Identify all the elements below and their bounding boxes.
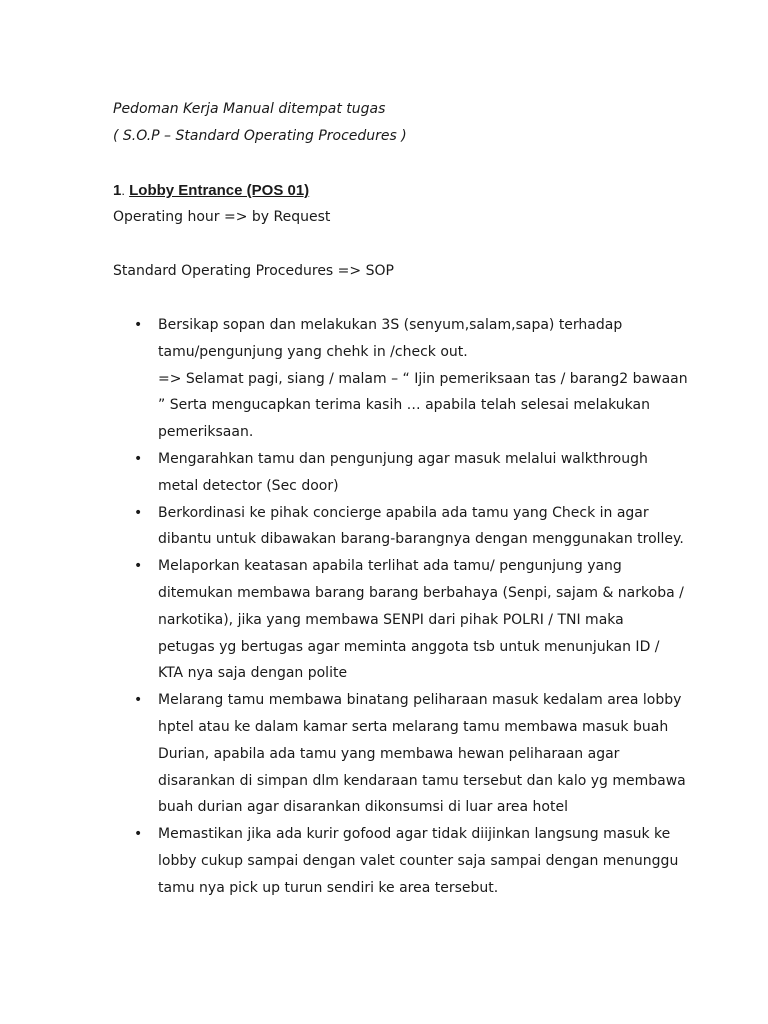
- section-heading: [113, 177, 673, 204]
- list-item-line: ” Serta mengucapkan terima kasih … apabila telah selesai melakukan: [158, 397, 650, 414]
- spacer: [113, 231, 673, 258]
- bullet-icon: •: [134, 826, 143, 843]
- list-item: [113, 553, 684, 687]
- list-item-line: Memastikan jika ada kurir gofood agar tidak diijinkan langsung masuk ke: [158, 826, 671, 843]
- list-item: [113, 821, 679, 901]
- section-title: Lobby Entrance (POS 01): [129, 182, 310, 199]
- list-item-line: lobby cukup sampai dengan valet counter saja sampai dengan menunggu: [158, 852, 679, 869]
- list-item-line: tamu nya pick up turun sendiri ke area tersebut.: [158, 879, 499, 896]
- list-item: [113, 312, 688, 446]
- list-item-line: pemeriksaan.: [158, 424, 254, 441]
- list-item: [113, 500, 684, 554]
- list-item-line: disarankan di simpan dlm kendaraan tamu tersebut dan kalo yg membawa: [158, 772, 686, 789]
- list-item: [113, 687, 686, 821]
- bullet-icon: •: [134, 317, 143, 333]
- section-number: 1: [113, 182, 122, 199]
- bullet-icon: •: [134, 504, 143, 521]
- list-item-line: narkotika), jika yang membawa SENPI dari pihak POLRI / TNI maka: [158, 611, 624, 628]
- bullet-icon: •: [134, 692, 143, 709]
- sop-bullet-list: [113, 312, 688, 902]
- list-item-line: Melarang tamu membawa binatang peliharaan masuk kedalam area lobby: [158, 692, 682, 709]
- list-item-line: => Selamat pagi, siang / malam – “ Ijin pemeriksaan tas / barang2 bawaan: [158, 370, 688, 387]
- operating-hour: Operating hour => by Request: [113, 209, 331, 225]
- list-item-line: buah durian agar disarankan dikonsumsi di luar area hotel: [158, 799, 568, 816]
- list-item-line: Melaporkan keatasan apabila terlihat ada tamu/ pengunjung yang: [158, 558, 622, 575]
- list-item-line: petugas yg bertugas agar meminta anggota tsb untuk menunjukan ID /: [158, 638, 660, 655]
- list-item-line: hptel atau ke dalam kamar serta melarang tamu membawa masuk buah: [158, 718, 669, 735]
- list-item-line: ditemukan membawa barang barang berbahaya (Senpi, sajam & narkoba /: [158, 584, 684, 601]
- list-item-line: Bersikap sopan dan melakukan 3S (senyum,salam,sapa) terhadap: [158, 317, 623, 333]
- bullet-icon: •: [134, 558, 143, 575]
- bullet-icon: •: [134, 450, 143, 467]
- list-item-line: tamu/pengunjung yang chehk in /check out.: [158, 343, 468, 360]
- spacer: [113, 285, 673, 312]
- intro-subtitle: ( S.O.P – Standard Operating Procedures ): [113, 128, 407, 144]
- list-item-line: Durian, apabila ada tamu yang membawa hewan peliharaan agar: [158, 745, 620, 762]
- spacer: [113, 150, 673, 177]
- list-item: [113, 446, 673, 500]
- document-body: [113, 96, 688, 902]
- section-number-dot: .: [121, 183, 125, 198]
- sop-label: Standard Operating Procedures => SOP: [113, 263, 394, 279]
- list-item-line: dibantu untuk dibawakan barang-barangnya dengan menggunakan trolley.: [158, 531, 684, 548]
- list-item-line: Berkordinasi ke pihak concierge apabila ada tamu yang Check in agar: [158, 504, 649, 521]
- list-item-line: Mengarahkan tamu dan pengunjung agar masuk melalui walkthrough: [158, 450, 648, 467]
- list-item-line: KTA nya saja dengan polite: [158, 665, 348, 682]
- intro-title: Pedoman Kerja Manual ditempat tugas: [113, 101, 386, 117]
- list-item-line: metal detector (Sec door): [158, 477, 339, 494]
